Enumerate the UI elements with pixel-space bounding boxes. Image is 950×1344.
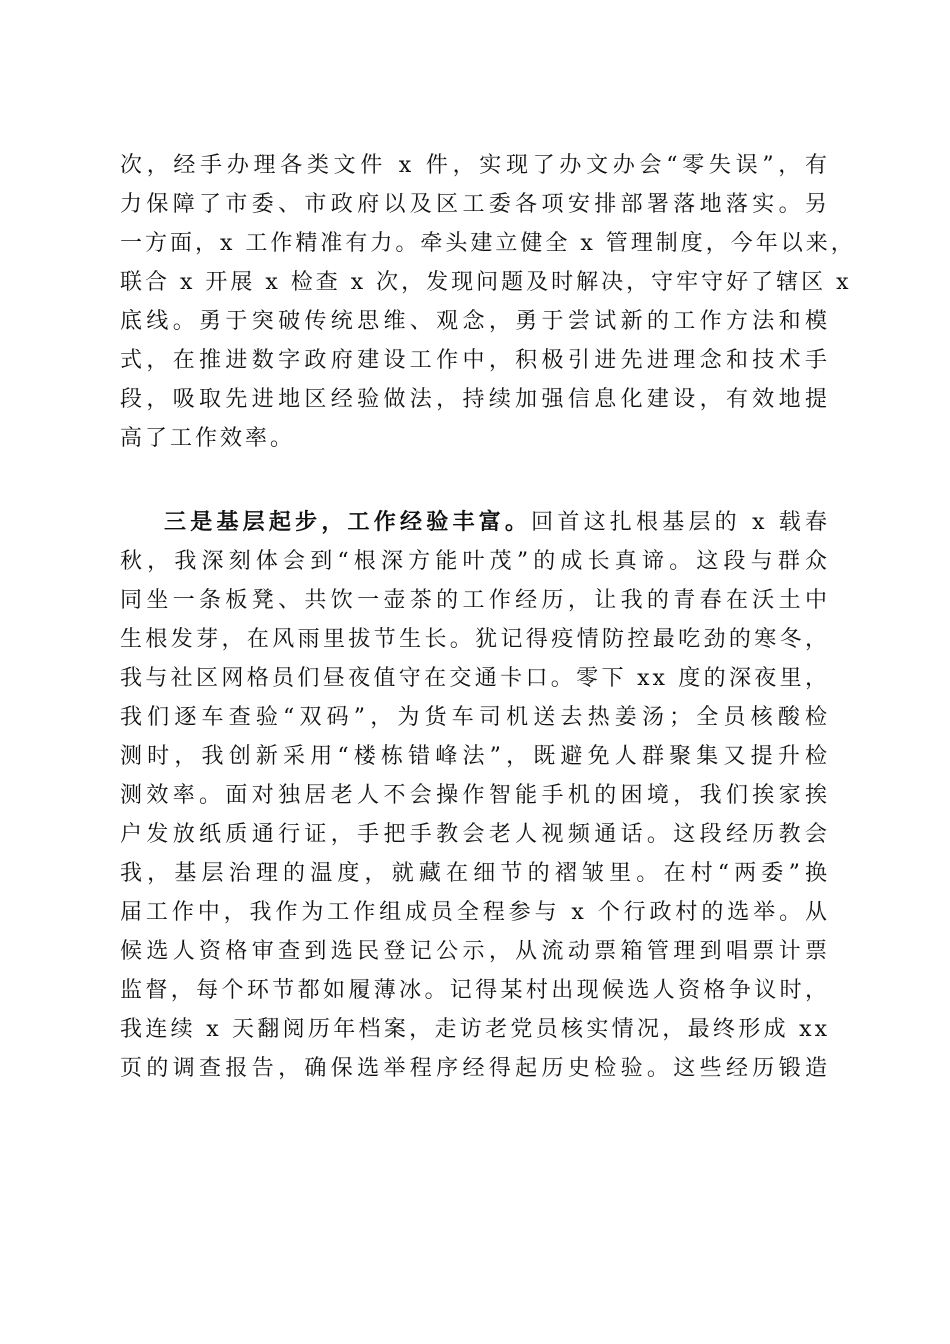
text-line: 届工作中，我作为工作组成员全程参与 x 个行政村的选举。从 bbox=[120, 900, 830, 925]
text-line: 同坐一条板凳、共饮一壶茶的工作经历，让我的青春在沃土中 bbox=[120, 588, 830, 613]
paragraph-lead-heading: 三是基层起步，工作经验丰富。 bbox=[164, 509, 532, 535]
text-line: 监督，每个环节都如履薄冰。记得某村出现候选人资格争议时， bbox=[120, 978, 830, 1003]
text-line: 候选人资格审查到选民登记公示，从流动票箱管理到唱票计票 bbox=[120, 939, 830, 964]
text-line: 我，基层治理的温度，就藏在细节的褶皱里。在村“两委”换 bbox=[120, 861, 830, 886]
text-line: 页的调查报告，确保选举程序经得起历史检验。这些经历锻造 bbox=[120, 1056, 830, 1081]
text-span: 回首这扎根基层的 x 载春 bbox=[531, 510, 830, 535]
paragraph-grassroots-experience bbox=[120, 503, 830, 1088]
paragraph-work-achievements bbox=[120, 146, 856, 458]
text-line: 我连续 x 天翻阅历年档案，走访老党员核实情况，最终形成 xx bbox=[120, 1017, 830, 1042]
text-line: 我们逐车查验“双码”，为货车司机送去热姜汤；全员核酸检 bbox=[120, 705, 830, 730]
text-line: 式，在推进数字政府建设工作中，积极引进先进理念和技术手 bbox=[120, 348, 830, 373]
text-line: 高了工作效率。 bbox=[120, 426, 296, 451]
text-line: 户发放纸质通行证，手把手教会老人视频通话。这段经历教会 bbox=[120, 822, 830, 847]
text-line: 力保障了市委、市政府以及区工委各项安排部署落地落实。另 bbox=[120, 192, 830, 217]
text-line: 联合 x 开展 x 检查 x 次，发现问题及时解决，守牢守好了辖区 x bbox=[120, 270, 852, 295]
text-line: 测效率。面对独居老人不会操作智能手机的困境，我们挨家挨 bbox=[120, 783, 830, 808]
text-line: 段，吸取先进地区经验做法，持续加强信息化建设，有效地提 bbox=[120, 387, 830, 412]
text-line: 底线。勇于突破传统思维、观念，勇于尝试新的工作方法和模 bbox=[120, 309, 830, 334]
text-line: 一方面，x 工作精准有力。牵头建立健全 x 管理制度，今年以来， bbox=[120, 231, 856, 256]
text-line: 次，经手办理各类文件 x 件，实现了办文办会“零失误”，有 bbox=[120, 153, 830, 178]
paragraph-first-line bbox=[120, 503, 830, 542]
text-line: 测时，我创新采用“楼栋错峰法”，既避免人群聚集又提升检 bbox=[120, 744, 830, 769]
text-line: 秋，我深刻体会到“根深方能叶茂”的成长真谛。这段与群众 bbox=[120, 549, 830, 574]
text-line: 我与社区网格员们昼夜值守在交通卡口。零下 xx 度的深夜里， bbox=[120, 666, 830, 691]
text-line: 生根发芽，在风雨里拔节生长。犹记得疫情防控最吃劲的寒冬， bbox=[120, 627, 830, 652]
